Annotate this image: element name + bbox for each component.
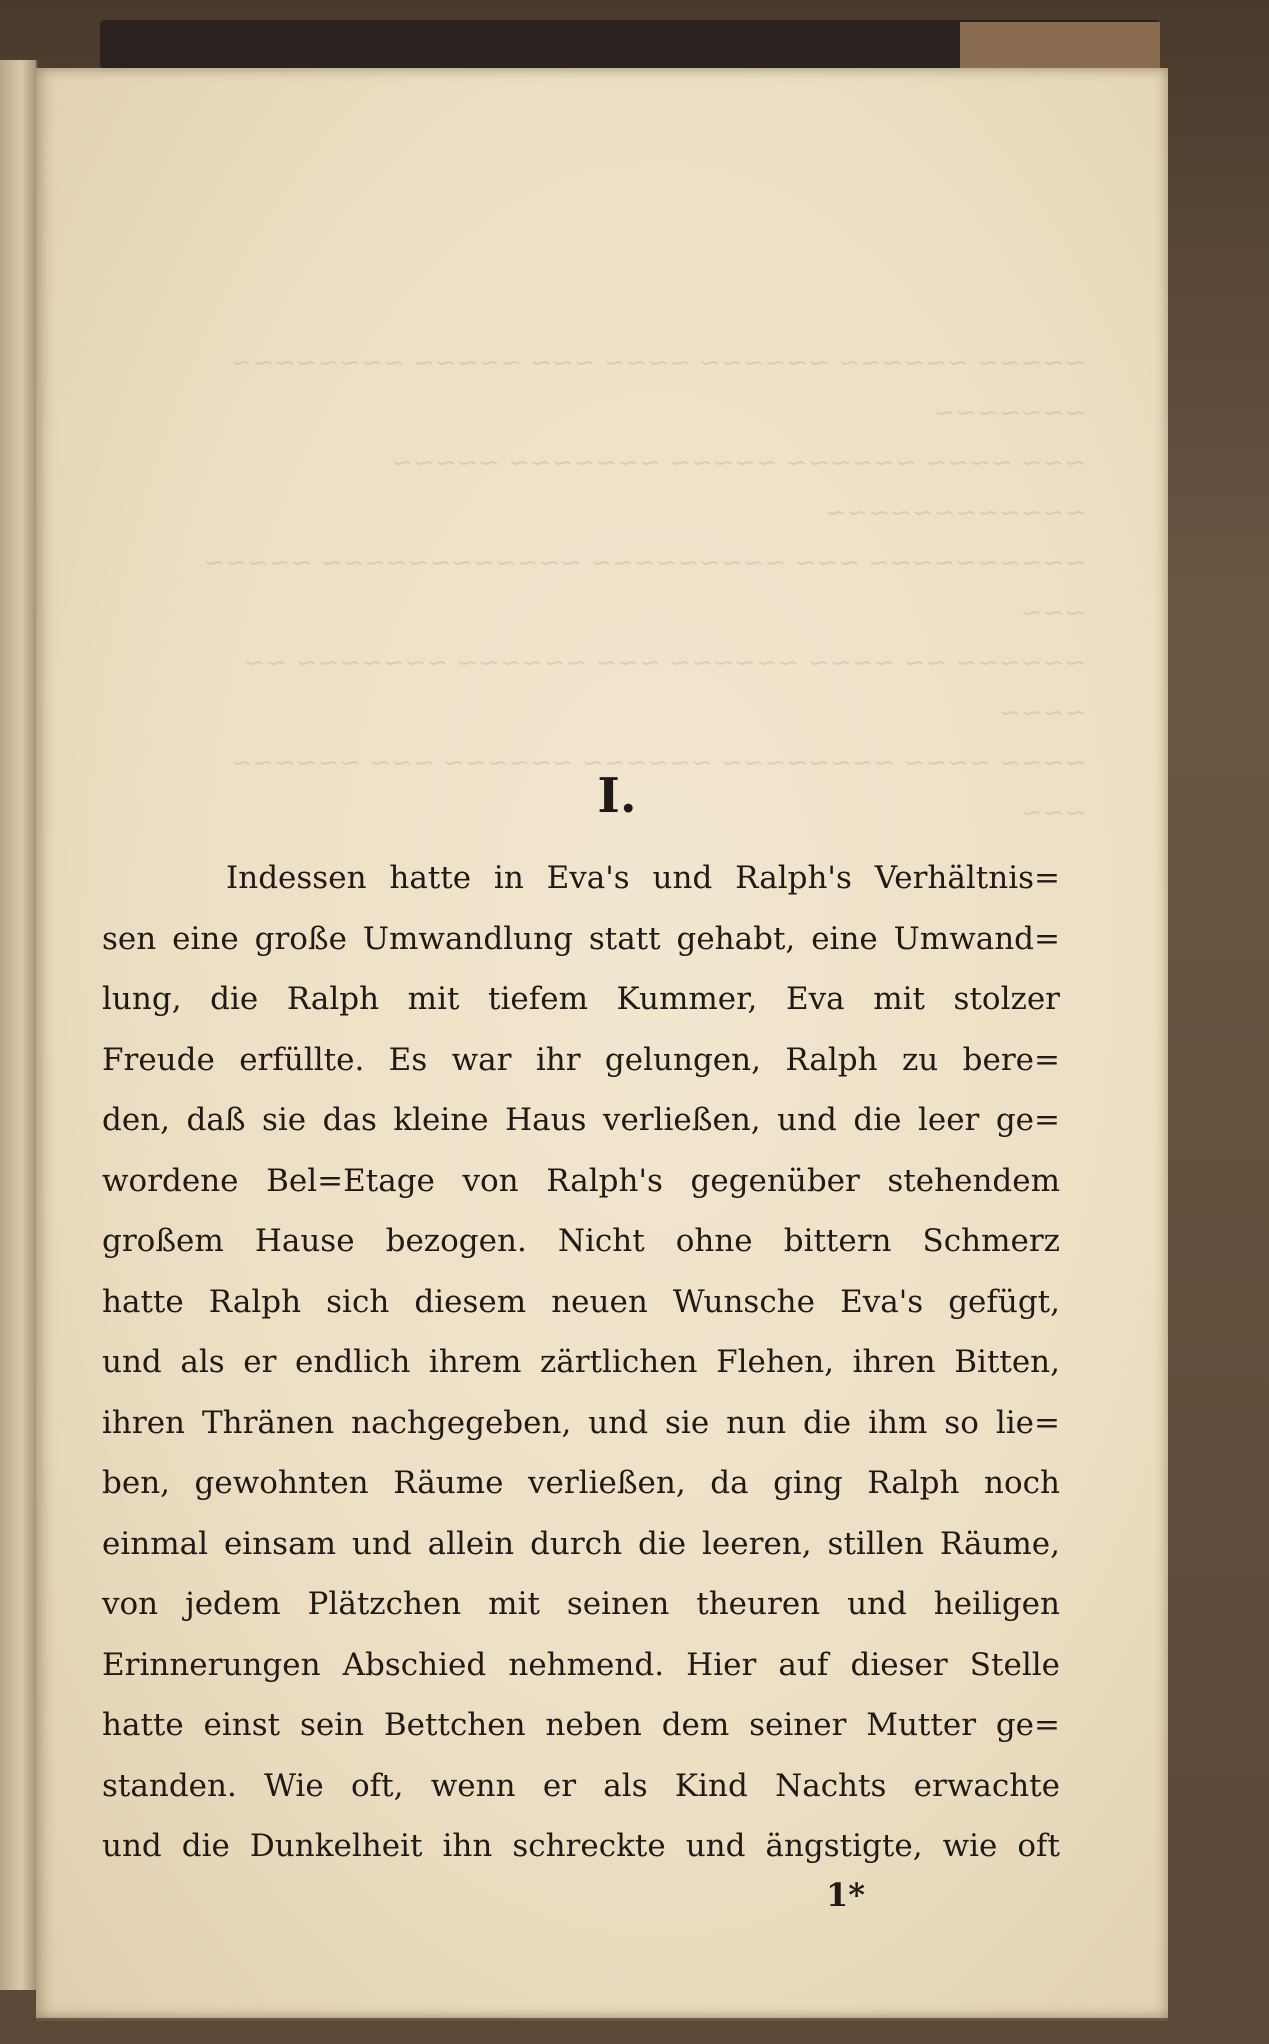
text-line: standen. Wie oft, wenn er als Kind Nachts erwachte [102,1767,1060,1804]
text-line: Freude erfüllte. Es war ihr gelungen, Ralph zu bere= [102,1041,1060,1078]
chapter-heading: I. [597,768,637,824]
paragraph [102,848,1060,1877]
text-line: Indessen hatte in Eva's und Ralph's Verhältnis= [226,860,1060,896]
page-sheet [36,68,1168,2021]
previous-page-edge [0,60,38,1990]
text-line: und die Dunkelheit ihn schreckte und ängstigte, wie oft [102,1828,1060,1864]
text-line: hatte Ralph sich diesem neuen Wunsche Eva's gefügt, [102,1283,1060,1320]
book-cover-corner [960,22,1160,72]
text-line: wordene Bel=Etage von Ralph's gegenüber stehendem [102,1162,1060,1199]
text-line: und als er endlich ihrem zärtlichen Flehen, ihren Bitten, [102,1344,1060,1380]
text-line: sen eine große Umwandlung statt gehabt, eine Umwand= [102,920,1060,957]
text-line: hatte einst sein Bettchen neben dem seiner Mutter ge= [102,1707,1060,1743]
text-line: ben, gewohnten Räume verließen, da ging Ralph noch [102,1465,1060,1501]
text-line: ihren Thränen nachgegeben, und sie nun die ihm so lie= [102,1404,1060,1441]
text-line: lung, die Ralph mit tiefem Kummer, Eva mit stolzer [102,981,1060,1017]
text-line: Erinnerungen Abschied nehmend. Hier auf dieser Stelle [102,1646,1060,1683]
show-through-bleed: ~~~~~ ~~~~~~ ~~~~~~ ~~~~ ~~~ ~~~~~ ~~~~~~~~ ~~~~~~~ ~~~ ~~~~ ~~~~~~ ~~~~~ ~~~~~~~ ~~~~~ ~~~~~~~~~~~~ ~~~~~~~~~~ ~~~ ~~~~~~~~~ ~~~~~~~~~~~~ ~~~~~ ~~~ ~~~~~~ ~~ ~~~~ ~~~~~~ ~~~ ~~~~~~ ~~~~~~~ ~~ ~~~~ ~~~~ ~~~~ ~~~~~~~~ ~~~~~~ ~~~~~~ ~~~ ~~~~~~ ~~~ [203,348,1086,828]
text-line: einmal einsam und allein durch die leeren, stillen Räume, [102,1525,1060,1562]
text-line: großem Hause bezogen. Nicht ohne bittern Schmerz [102,1223,1060,1259]
text-line: den, daß sie das kleine Haus verließen, und die leer ge= [102,1102,1060,1138]
text-line: von jedem Plätzchen mit seinen theuren und heiligen [102,1586,1060,1622]
signature-mark: 1* [826,1876,865,1914]
